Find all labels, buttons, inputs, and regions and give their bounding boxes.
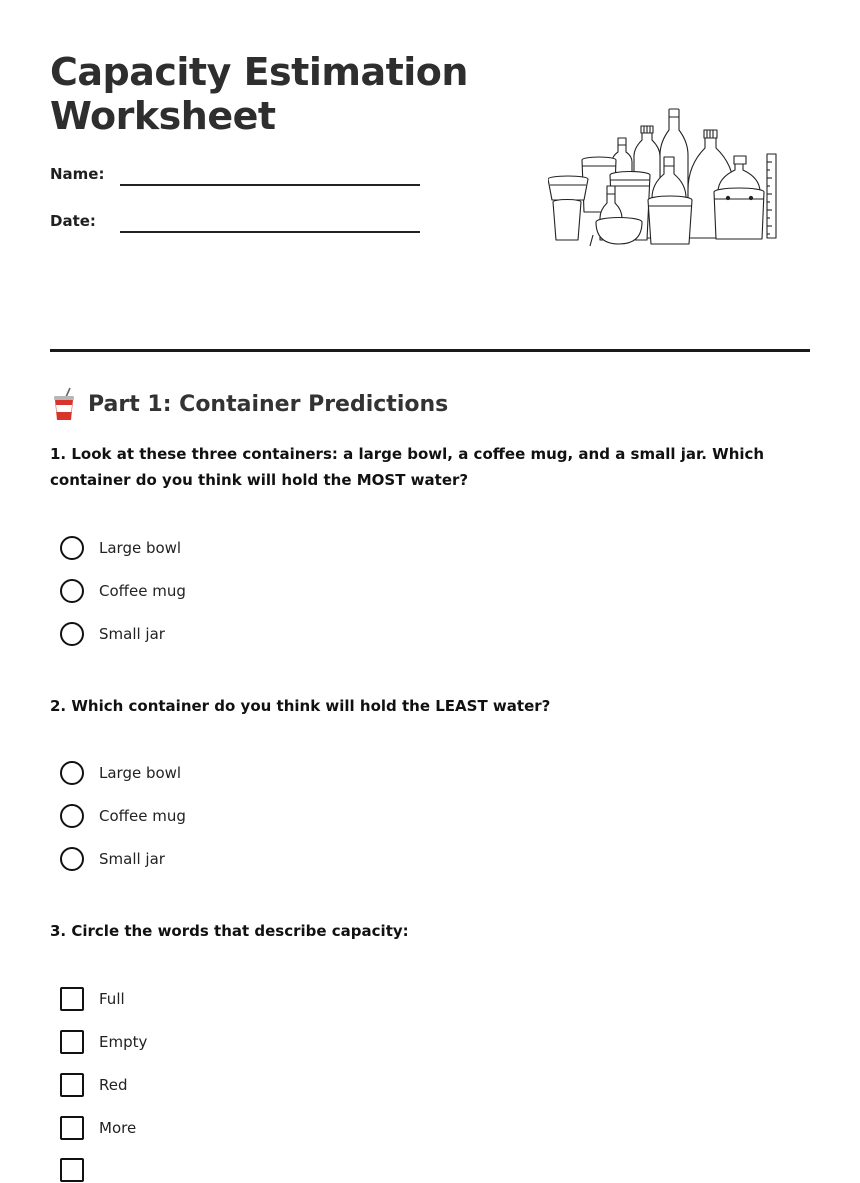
ruler-icon bbox=[767, 154, 776, 238]
q3-option-empty[interactable] bbox=[60, 1029, 147, 1055]
checkbox[interactable] bbox=[60, 1073, 84, 1097]
q3-option-full[interactable] bbox=[60, 986, 125, 1012]
option-label: Full bbox=[99, 990, 125, 1008]
option-label: Empty bbox=[99, 1033, 148, 1051]
name-label: Name: bbox=[50, 165, 105, 183]
question-1-text: 1. Look at these three containers: a large bowl, a coffee mug, and a small jar. Which container do you think will hold the MOST water? bbox=[50, 445, 765, 489]
cup-front-icon bbox=[648, 196, 692, 244]
option-label: Coffee mug bbox=[99, 807, 186, 825]
beaker-icon bbox=[553, 200, 581, 241]
checkbox[interactable] bbox=[60, 1158, 84, 1182]
q3-option-more[interactable] bbox=[60, 1115, 136, 1141]
q2-option-coffee-mug[interactable] bbox=[60, 803, 186, 829]
q2-option-small-jar[interactable] bbox=[60, 846, 165, 872]
checkbox[interactable] bbox=[60, 1030, 84, 1054]
bowl-front-icon bbox=[590, 218, 642, 247]
q1-option-coffee-mug[interactable] bbox=[60, 578, 186, 604]
question-3-text: 3. Circle the words that describe capacity: bbox=[50, 922, 409, 940]
q1-option-small-jar[interactable] bbox=[60, 621, 165, 647]
section-divider bbox=[50, 349, 810, 352]
option-label: Large bowl bbox=[99, 539, 182, 557]
title-line-1: Capacity Estimation bbox=[50, 50, 468, 94]
q3-option-red[interactable] bbox=[60, 1072, 128, 1098]
question-2-text: 2. Which container do you think will hold the LEAST water? bbox=[50, 697, 551, 715]
radio-button[interactable] bbox=[60, 804, 84, 828]
cup-left-icon bbox=[548, 176, 588, 200]
option-label: Small jar bbox=[99, 625, 165, 643]
worksheet-title bbox=[50, 50, 468, 138]
option-label: Large bowl bbox=[99, 764, 182, 782]
radio-button[interactable] bbox=[60, 622, 84, 646]
part1-title: Part 1: Container Predictions bbox=[88, 391, 449, 417]
date-line[interactable] bbox=[120, 231, 420, 233]
name-field[interactable] bbox=[50, 165, 420, 195]
date-label: Date: bbox=[50, 212, 96, 230]
q2-option-large-bowl[interactable] bbox=[60, 760, 181, 786]
radio-button[interactable] bbox=[60, 761, 84, 785]
option-label: Small jar bbox=[99, 850, 165, 868]
option-label: Red bbox=[99, 1076, 128, 1094]
q1-option-large-bowl[interactable] bbox=[60, 535, 181, 561]
option-label: Coffee mug bbox=[99, 582, 186, 600]
radio-button[interactable] bbox=[60, 847, 84, 871]
checkbox[interactable] bbox=[60, 987, 84, 1011]
containers-illustration bbox=[548, 100, 784, 252]
name-line[interactable] bbox=[120, 184, 420, 186]
part1-heading bbox=[50, 386, 448, 422]
option-label: More bbox=[99, 1119, 137, 1137]
title-line-2: Worksheet bbox=[50, 94, 276, 138]
date-field[interactable] bbox=[50, 212, 420, 242]
radio-button[interactable] bbox=[60, 536, 84, 560]
checkbox[interactable] bbox=[60, 1116, 84, 1140]
radio-button[interactable] bbox=[60, 579, 84, 603]
cup-with-straw-icon bbox=[50, 387, 78, 421]
